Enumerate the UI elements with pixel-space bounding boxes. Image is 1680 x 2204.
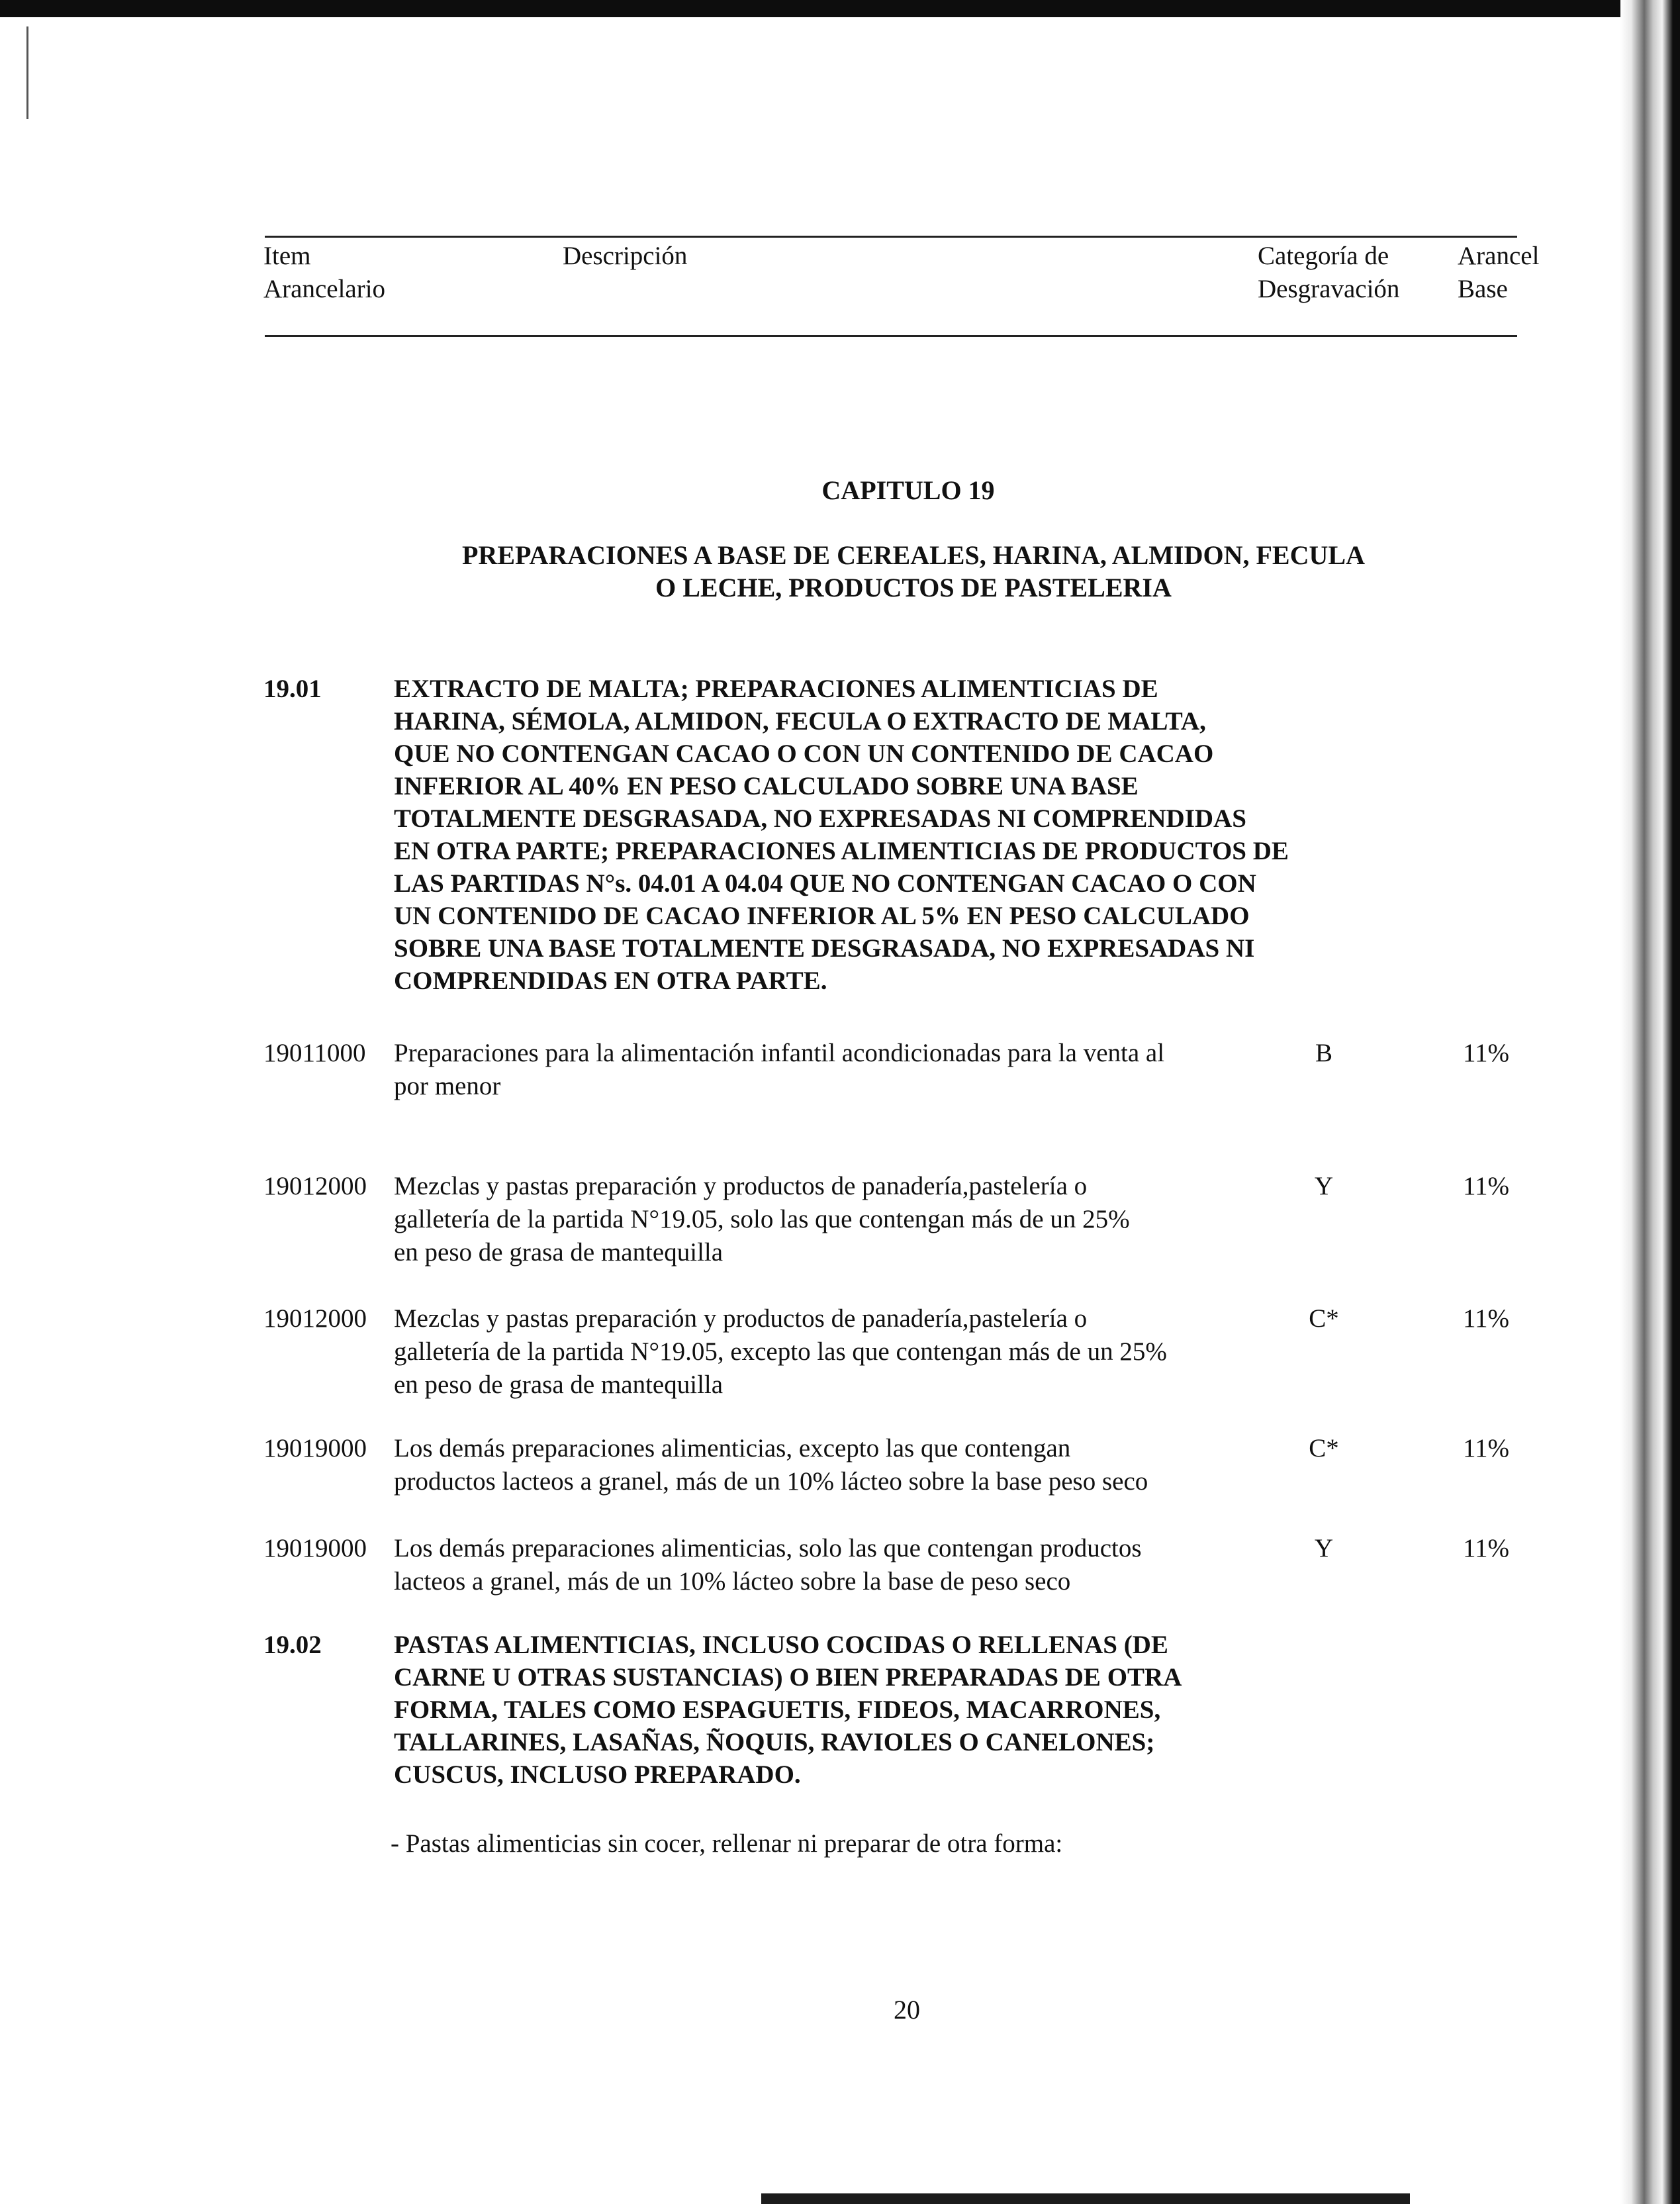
- item-category: C*: [1309, 1434, 1339, 1462]
- item-description: [394, 1037, 1347, 1103]
- heading-code: 19.01: [263, 675, 322, 703]
- heading-code: 19.02: [263, 1631, 322, 1659]
- item-line: Mezclas y pastas preparación y productos de panadería,pastelería o: [394, 1304, 1088, 1333]
- item-category: B: [1315, 1039, 1332, 1067]
- header-item-label-1: Item: [263, 242, 311, 270]
- item-rate: 11%: [1462, 1039, 1510, 1067]
- heading-line: UN CONTENIDO DE CACAO INFERIOR AL 5% EN PESO CALCULADO: [394, 902, 1250, 930]
- heading-line: CARNE U OTRAS SUSTANCIAS) O BIEN PREPARADAS DE OTRA: [394, 1663, 1182, 1692]
- item-category: Y: [1314, 1172, 1334, 1200]
- header-rate-label-2: Base: [1458, 275, 1508, 303]
- heading-line: EXTRACTO DE MALTA; PREPARACIONES ALIMENTICIAS DE: [394, 675, 1158, 703]
- chapter-subtitle: [371, 539, 1456, 604]
- page-number: 20: [894, 1995, 920, 2025]
- heading-line: SOBRE UNA BASE TOTALMENTE DESGRASADA, NO EXPRESADAS NI: [394, 934, 1255, 963]
- heading-line: CUSCUS, INCLUSO PREPARADO.: [394, 1760, 801, 1789]
- item-line: en peso de grasa de mantequilla: [394, 1238, 723, 1267]
- item-category: Y: [1314, 1534, 1334, 1562]
- heading-line: TOTALMENTE DESGRASADA, NO EXPRESADAS NI COMPRENDIDAS: [394, 804, 1246, 833]
- heading-line: INFERIOR AL 40% EN PESO CALCULADO SOBRE UNA BASE: [394, 772, 1139, 800]
- heading-line: COMPRENDIDAS EN OTRA PARTE.: [394, 967, 827, 995]
- chapter-subtitle-line: O LECHE, PRODUCTOS DE PASTELERIA: [655, 573, 1172, 602]
- item-rate: 11%: [1462, 1434, 1510, 1462]
- item-code: 19019000: [263, 1534, 367, 1562]
- header-category-label-1: Categoría de: [1258, 242, 1389, 270]
- heading-line: EN OTRA PARTE; PREPARACIONES ALIMENTICIAS DE PRODUCTOS DE: [394, 837, 1289, 865]
- heading-line: TALLARINES, LASAÑAS, ÑOQUIS, RAVIOLES O CANELONES;: [394, 1728, 1155, 1756]
- item-rate: 11%: [1462, 1304, 1510, 1333]
- header-category-label-2: Desgravación: [1258, 275, 1400, 303]
- scan-border-right: [1620, 0, 1680, 2204]
- item-line: en peso de grasa de mantequilla: [394, 1370, 723, 1399]
- chapter-subtitle-line: PREPARACIONES A BASE DE CEREALES, HARINA, ALMIDON, FECULA: [462, 540, 1365, 570]
- item-line: por menor: [394, 1072, 501, 1100]
- heading-line: PASTAS ALIMENTICIAS, INCLUSO COCIDAS O RELLENAS (DE: [394, 1631, 1168, 1659]
- heading-line: FORMA, TALES COMO ESPAGUETIS, FIDEOS, MACARRONES,: [394, 1696, 1161, 1724]
- item-code: 19019000: [263, 1434, 367, 1462]
- header-rate-label-1: Arancel: [1458, 242, 1540, 270]
- item-line: Los demás preparaciones alimenticias, solo las que contengan productos: [394, 1534, 1142, 1562]
- scan-border-bottom: [761, 2193, 1410, 2204]
- item-line: Preparaciones para la alimentación infantil acondicionadas para la venta al: [394, 1039, 1165, 1067]
- item-rate: 11%: [1462, 1172, 1510, 1200]
- item-line: productos lacteos a granel, más de un 10% lácteo sobre la base peso seco: [394, 1467, 1148, 1496]
- header-item-label-2: Arancelario: [263, 275, 386, 303]
- item-code: 19011000: [263, 1039, 366, 1067]
- subheading-note: - Pastas alimenticias sin cocer, rellenar ni preparar de otra forma:: [391, 1829, 1063, 1858]
- item-line: galletería de la partida N°19.05, solo las que contengan más de un 25%: [394, 1205, 1130, 1233]
- item-line: Mezclas y pastas preparación y productos de panadería,pastelería o: [394, 1172, 1088, 1200]
- item-description: [394, 1532, 1347, 1598]
- item-description: [394, 1170, 1347, 1269]
- heading-line: LAS PARTIDAS N°s. 04.01 A 04.04 QUE NO CONTENGAN CACAO O CON: [394, 869, 1256, 898]
- heading-line: QUE NO CONTENGAN CACAO O CON UN CONTENIDO DE CACAO: [394, 740, 1214, 768]
- heading-description: [394, 673, 1367, 997]
- heading-description: [394, 1629, 1367, 1791]
- item-code: 19012000: [263, 1172, 367, 1200]
- scan-border-top: [0, 0, 1680, 17]
- item-code: 19012000: [263, 1304, 367, 1333]
- item-description: [394, 1432, 1347, 1498]
- scan-mark-left: [26, 26, 28, 119]
- item-category: C*: [1309, 1304, 1339, 1333]
- header-bottom-rule: [265, 335, 1517, 337]
- item-line: galletería de la partida N°19.05, excepto las que contengan más de un 25%: [394, 1337, 1167, 1366]
- item-line: lacteos a granel, más de un 10% lácteo sobre la base de peso seco: [394, 1567, 1071, 1596]
- item-rate: 11%: [1462, 1534, 1510, 1562]
- chapter-title: CAPITULO 19: [821, 475, 995, 505]
- item-line: Los demás preparaciones alimenticias, excepto las que contengan: [394, 1434, 1071, 1462]
- header-top-rule: [265, 236, 1517, 238]
- item-description: [394, 1302, 1347, 1402]
- heading-line: HARINA, SÉMOLA, ALMIDON, FECULA O EXTRACTO DE MALTA,: [394, 707, 1206, 736]
- header-description-label: Descripción: [563, 242, 688, 270]
